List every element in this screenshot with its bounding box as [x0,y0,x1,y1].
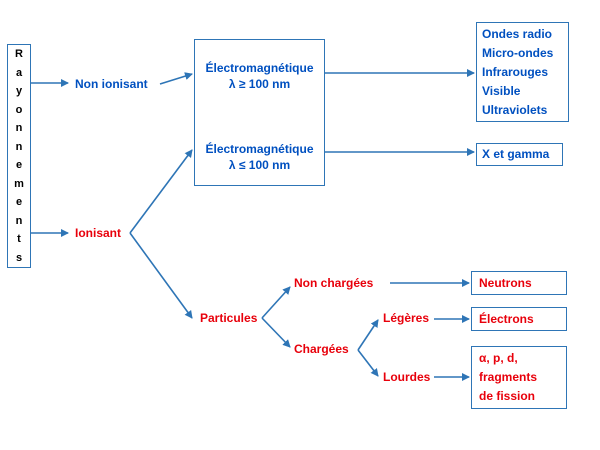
rayonnements-letter: s [15,251,23,264]
arrow-particules-chargees [262,318,290,347]
rayonnements-letter: o [15,103,23,116]
non-ionisant-list-item: Visible [482,84,521,98]
node-chargees: Chargées [294,342,349,356]
lourdes-list-item: α, p, d, [479,351,518,365]
non-ionisant-list-item: Micro-ondes [482,46,554,60]
node-lourdes: Lourdes [383,370,431,384]
lourdes-list-item: fragments [479,370,538,384]
node-non-ionisant: Non ionisant [75,77,148,91]
neutrons-label: Neutrons [479,276,532,290]
fork-ionisant-particules [130,233,192,318]
rayonnements-letter: m [14,177,24,190]
electrons-label: Électrons [479,312,534,326]
fork-ionisant [130,150,192,233]
non-ionisant-list-item: Ondes radio [482,27,553,41]
node-particules: Particules [200,311,258,325]
lourdes-list-item: de fission [479,389,536,403]
arrow-particules-nonchargees [262,287,290,318]
rayonnements-letter: y [15,85,23,98]
non-ionisant-list [482,25,553,120]
arrow-chargees-lourdes [358,350,378,376]
arrow-chargees-legeres [358,320,378,350]
rayonnements-letter: R [15,48,23,60]
node-legeres: Légères [383,311,430,325]
node-ionisant: Ionisant [75,226,122,240]
non-ionisant-list-item: Infrarouges [482,65,549,79]
rayonnements-letter: n [15,122,23,135]
non-ionisant-list-item: Ultraviolets [482,103,548,117]
arrow-nonionisant-em [160,74,192,84]
rayonnements-letter: e [15,159,23,172]
rayonnements-letter: n [15,214,23,227]
rayonnements-letter: a [15,66,23,79]
em-cond-1: λ ≥ 100 nm [228,77,291,91]
rayonnements-letter: n [15,140,23,153]
x-gamma-label: X et gamma [482,147,550,161]
em-label-2: Électromagnétique [205,142,314,156]
rayonnements-letter: t [17,233,21,246]
em-label-1: Électromagnétique [205,61,314,75]
node-non-chargees: Non chargées [294,276,374,290]
em-cond-2: λ ≤ 100 nm [228,158,291,172]
lourdes-list [479,349,537,406]
rayonnements-letter: e [15,196,23,209]
rayonnements-box [7,44,31,268]
